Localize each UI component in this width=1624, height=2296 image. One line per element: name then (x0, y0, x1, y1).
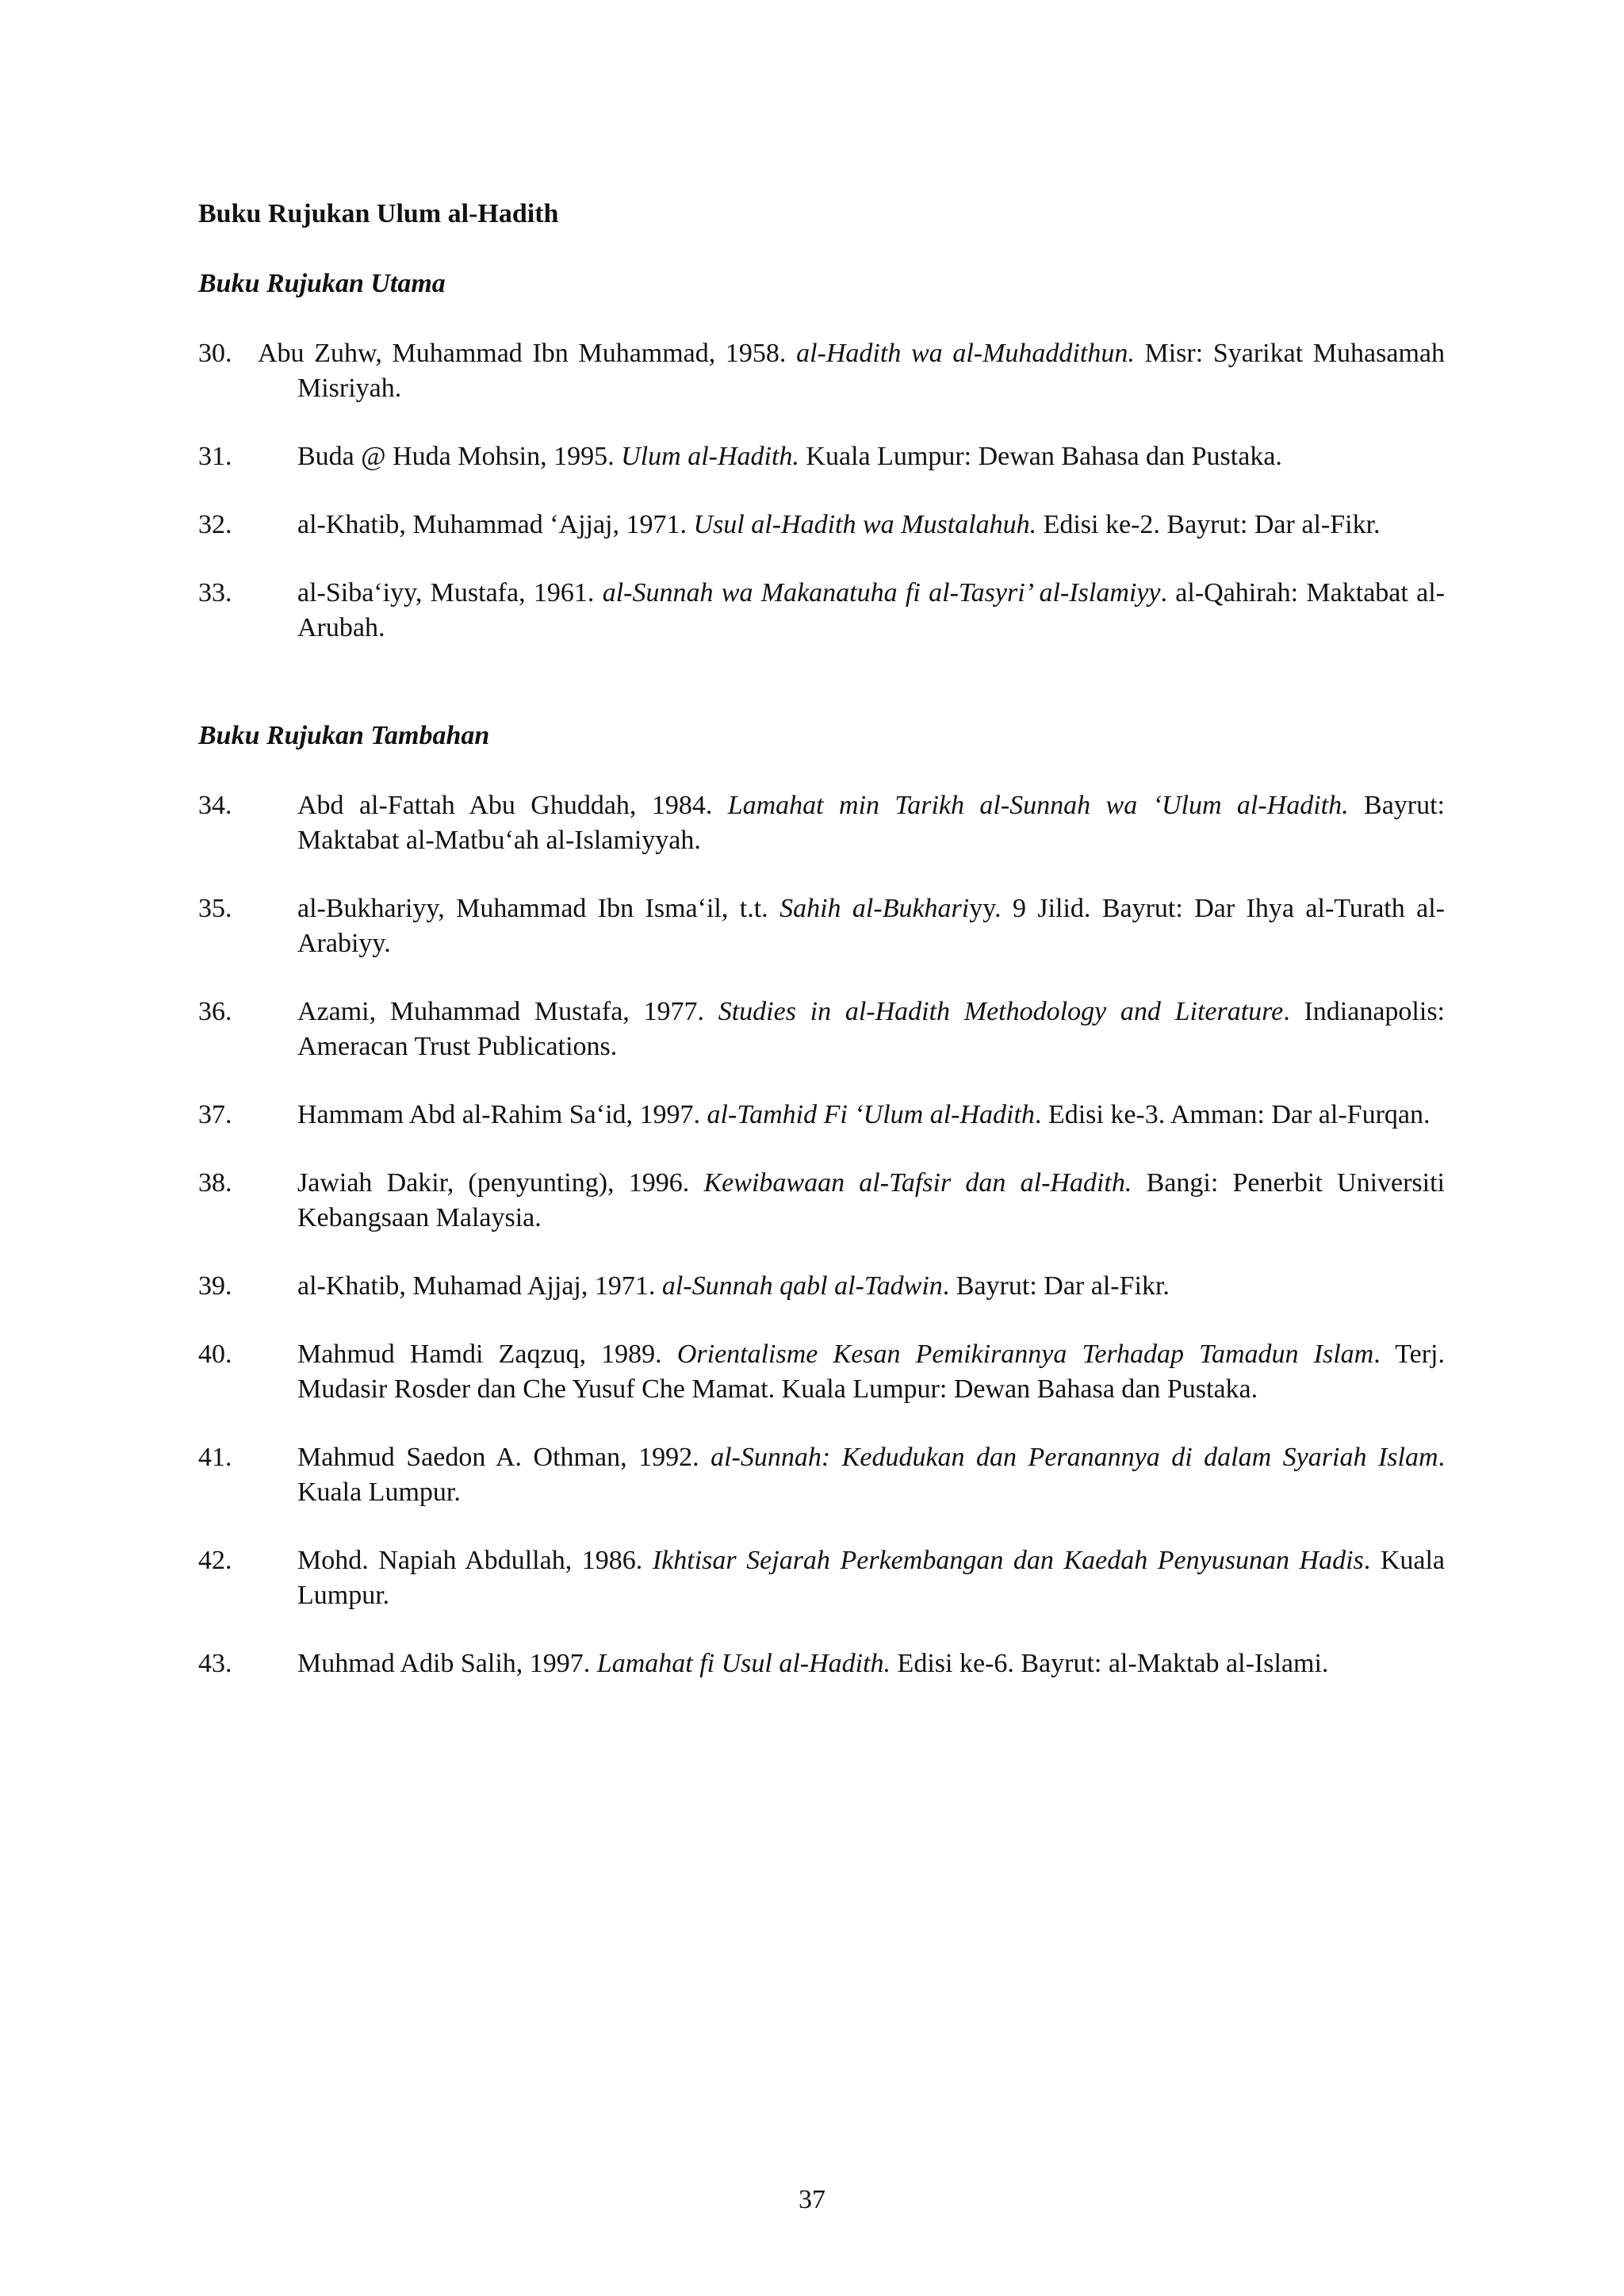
subsection-heading-utama: Buku Rujukan Utama (198, 269, 446, 298)
reference-title: al-Sunnah wa Makanatuha fi al-Tasyri’ al-Islamiyy (602, 578, 1161, 608)
reference-number: 39. (198, 1271, 232, 1301)
reference-entry (297, 1340, 1445, 1404)
reference-publisher: Edisi ke-2. Bayrut: Dar al-Fikr. (1036, 510, 1381, 539)
reference-entry (258, 339, 1445, 403)
reference-title: al-Hadith wa al-Muhaddithun. (796, 339, 1135, 368)
reference-publisher: Bayrut: Maktabat al-Matbu‘ah al-Islamiyyah. (297, 791, 1446, 855)
reference-number: 37. (198, 1100, 232, 1129)
reference-publisher: Misr: Syarikat Muhasamah Misriyah. (297, 339, 1445, 403)
reference-publisher: . Terj. Mudasir Rosder dan Che Yusuf Che Mamat. Kuala Lumpur: Dewan Bahasa dan Pustaka. (297, 1340, 1446, 1404)
reference-publisher: Bangi: Penerbit Universiti Kebangsaan Malaysia. (297, 1168, 1446, 1232)
reference-item (198, 1646, 1445, 1681)
page-number: 37 (799, 2185, 825, 2214)
reference-number: 31. (198, 442, 232, 471)
reference-author: Mahmud Saedon A. Othman, 1992. (297, 1443, 711, 1472)
reference-number: 40. (198, 1340, 232, 1369)
reference-title: Kewibawaan al-Tafsir dan al-Hadith. (703, 1168, 1132, 1198)
reference-item (198, 439, 1445, 474)
reference-item (198, 1098, 1445, 1133)
reference-title: Ulum al-Hadith. (621, 442, 799, 471)
reference-author: Buda @ Huda Mohsin, 1995. (297, 442, 622, 471)
reference-title: al-Sunnah qabl al-Tadwin (661, 1271, 943, 1301)
reference-title: Lamahat min Tarikh al-Sunnah wa ‘Ulum al-Hadith. (727, 791, 1349, 820)
reference-publisher: . al-Qahirah: Maktabat al-Arubah. (297, 578, 1445, 642)
reference-entry (297, 997, 1445, 1061)
reference-author: Abu Zuhw, Muhammad Ibn Muhammad, 1958. (258, 339, 797, 368)
reference-number: 36. (198, 997, 232, 1026)
reference-title: Studies in al-Hadith Methodology and Literature (718, 997, 1284, 1026)
reference-entry (297, 1100, 1430, 1129)
reference-author: al-Siba‘iyy, Mustafa, 1961. (297, 578, 603, 608)
reference-item (198, 1269, 1445, 1304)
reference-publisher: . Indianapolis: Ameracan Trust Publications. (297, 997, 1445, 1061)
reference-title: Orientalisme Kesan Pemikirannya Terhadap Tamadun Islam (676, 1340, 1374, 1369)
reference-entry (297, 1443, 1445, 1507)
reference-item (198, 1440, 1445, 1510)
section-title: Buku Rujukan Ulum al-Hadith (198, 199, 559, 228)
reference-title: Ikhtisar Sejarah Perkembangan dan Kaedah Penyusunan Hadis (652, 1546, 1364, 1575)
reference-number: 38. (198, 1168, 232, 1198)
reference-list-tambahan (198, 788, 1445, 1715)
reference-number: 33. (198, 578, 232, 608)
reference-number: 30. (198, 339, 232, 368)
reference-publisher: . Edisi ke-3. Amman: Dar al-Furqan. (1034, 1100, 1431, 1129)
reference-title: Usul al-Hadith wa Mustalahuh. (693, 510, 1037, 539)
reference-author: Muhmad Adib Salih, 1997. (297, 1649, 597, 1678)
reference-number: 42. (198, 1546, 232, 1575)
reference-author: Hammam Abd al-Rahim Sa‘id, 1997. (297, 1100, 707, 1129)
reference-publisher: . Bayrut: Dar al-Fikr. (942, 1271, 1170, 1301)
reference-title: al-Tamhid Fi ‘Ulum al-Hadith (707, 1100, 1035, 1129)
reference-entry (297, 1271, 1170, 1301)
reference-author: al-Khatib, Muhammad ‘Ajjaj, 1971. (297, 510, 694, 539)
reference-entry (297, 1649, 1328, 1678)
reference-author: Azami, Muhammad Mustafa, 1977. (297, 997, 718, 1026)
reference-publisher: yy. 9 Jilid. Bayrut: Dar Ihya al-Turath al-Arabiyy. (297, 894, 1445, 958)
reference-number: 35. (198, 894, 232, 923)
reference-publisher: . Kuala Lumpur. (297, 1546, 1445, 1610)
reference-author: Jawiah Dakir, (penyunting), 1996. (297, 1168, 704, 1198)
reference-item (198, 1543, 1445, 1613)
reference-author: al-Bukhariyy, Muhammad Ibn Isma‘il, t.t. (297, 894, 780, 923)
reference-number: 32. (198, 510, 232, 539)
reference-author: Abd al-Fattah Abu Ghuddah, 1984. (297, 791, 728, 820)
reference-title: al-Sunnah: Kedudukan dan Peranannya di dalam Syariah Islam (710, 1443, 1438, 1472)
reference-publisher: Edisi ke-6. Bayrut: al-Maktab al-Islami. (891, 1649, 1329, 1678)
reference-entry (297, 442, 1282, 471)
reference-number: 34. (198, 791, 232, 820)
reference-item (198, 1166, 1445, 1236)
subsection-heading-tambahan: Buku Rujukan Tambahan (198, 721, 490, 750)
reference-item (198, 788, 1445, 858)
reference-entry (297, 894, 1445, 958)
reference-item (198, 1337, 1445, 1407)
reference-author: Mohd. Napiah Abdullah, 1986. (297, 1546, 653, 1575)
reference-list-utama (198, 336, 1445, 679)
reference-author: Mahmud Hamdi Zaqzuq, 1989. (297, 1340, 677, 1369)
reference-author: al-Khatib, Muhamad Ajjaj, 1971. (297, 1271, 662, 1301)
reference-item (198, 995, 1445, 1064)
reference-entry (297, 510, 1381, 539)
reference-entry (297, 578, 1445, 642)
reference-entry (297, 1546, 1445, 1610)
reference-title: Sahih al-Bukhari (779, 894, 970, 923)
reference-item (198, 576, 1445, 646)
reference-publisher: . Kuala Lumpur. (297, 1443, 1446, 1507)
reference-number: 43. (198, 1649, 232, 1678)
reference-entry (297, 791, 1445, 855)
reference-title: Lamahat fi Usul al-Hadith. (596, 1649, 891, 1678)
reference-entry (297, 1168, 1445, 1232)
reference-number: 41. (198, 1443, 232, 1472)
reference-item (198, 336, 1445, 406)
reference-item (198, 508, 1445, 542)
reference-publisher: Kuala Lumpur: Dewan Bahasa dan Pustaka. (799, 442, 1282, 471)
reference-item (198, 891, 1445, 961)
